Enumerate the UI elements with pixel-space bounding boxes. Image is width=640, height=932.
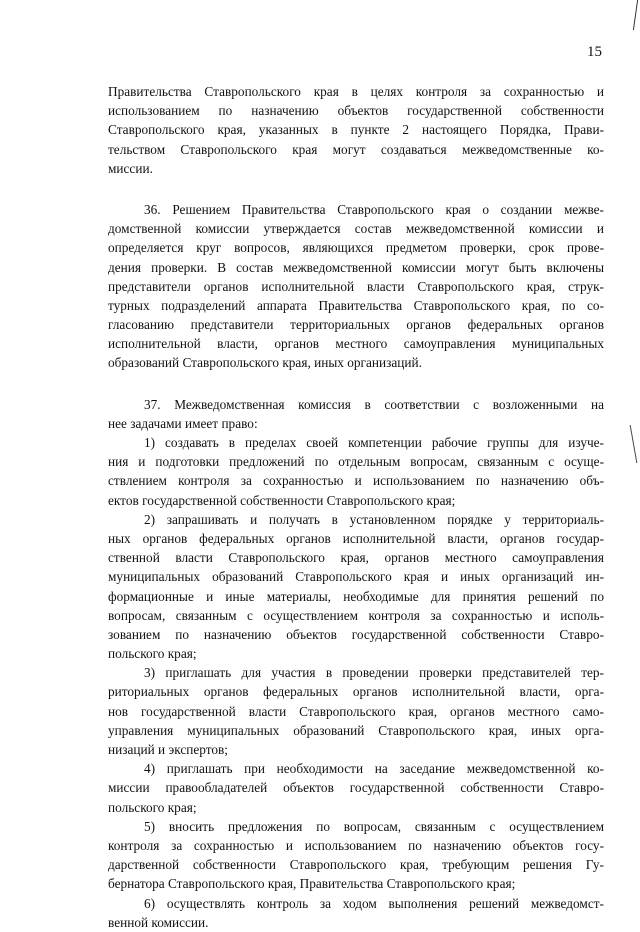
margin-scan-mark-lower [626,425,638,463]
text-block [108,200,604,373]
text-line: 6) осуществлять контроль за ходом выполнения решений межведомст- [144,895,604,911]
text-line: 36. Решением Правительства Ставропольского края о создании межве- [144,201,604,217]
text-line: домственной комиссии утверждается состав межведомственной комиссии и [108,221,604,237]
text-line: 3) приглашать для участия в проведении проверки представителей тер- [144,665,604,681]
text-line: контроля за сохранностью и использованием по назначению объектов госу- [108,837,604,853]
text-line: турных подразделений аппарата Правительства Ставропольского края, по со- [108,297,604,313]
text-line: тельством Ставропольского края могут создаваться межведомственные ко- [108,141,604,157]
text-line: низаций и экспертов; [108,742,228,757]
paragraph-gap [108,373,604,395]
text-line: 4) приглашать при необходимости на заседание межведомственной ко- [144,761,604,777]
text-line: Правительства Ставропольского края в целях контроля за сохранностью и [108,84,604,99]
text-line: риториальных органов федеральных органов исполнительной власти, орга- [108,684,604,700]
text-line: муниципальных образований Ставропольского края и иных организаций ин- [108,569,604,585]
document-body [108,82,604,932]
text-block [108,395,604,932]
text-line: зованием по назначению объектов государственной собственности Ставро- [108,626,604,642]
text-line: формационные и иные материалы, необходимые для принятия решений по [108,588,604,604]
text-line: Ставропольского края, указанных в пункте 2 настоящего Порядка, Прави- [108,122,604,138]
text-line: польского края; [108,799,197,815]
text-line: ния и подготовки предложений по отдельным вопросам, связанным с осуще- [108,454,604,470]
page-number: 15 [587,44,602,60]
text-block [108,82,604,178]
text-line: использованием по назначению объектов государственной собственности [108,103,604,119]
text-line: нее задачами имеет право: [108,415,258,431]
text-line: 5) вносить предложения по вопросам, связанным с осуществлением [144,818,604,834]
text-line: польского края; [108,646,197,662]
text-line: 37. Межведомственная комиссия в соответствии с возложенными на [144,396,604,412]
text-line: гласованию представители территориальных органов федеральных органов [108,317,604,333]
text-line: исполнительной власти, органов местного самоуправления муниципальных [108,336,604,352]
text-line: определяется круг вопросов, являющихся предметом проверки, срок прове- [108,240,604,256]
text-line: миссии. [108,160,153,176]
text-line: 2) запрашивать и получать в установленном порядке у территориаль- [144,511,604,527]
text-line: 1) создавать в пределах своей компетенции рабочие группы для изуче- [144,435,604,450]
text-line: бернатора Ставропольского края, Правительства Ставропольского края; [108,876,516,892]
text-line: управления муниципальных образований Ставропольского края, иных орга- [108,722,604,738]
text-line: ектов государственной собственности Ставропольского края; [108,492,456,508]
text-line: образований Ставропольского края, иных организаций. [108,355,422,371]
text-line: вопросам, связанным с осуществлением контроля за сохранностью и исполь- [108,607,604,623]
text-line: ственной власти Ставропольского края, органов местного самоуправления [108,550,604,566]
text-line: миссии правообладателей объектов государственной собственности Ставро- [108,780,604,796]
paragraph-gap [108,178,604,200]
text-line: ствлением контроля за сохранностью и использованием по назначению объ- [108,473,604,489]
text-line: представители органов исполнительной власти Ставропольского края, струк- [108,278,604,294]
text-line: дарственной собственности Ставропольского края, требующим решения Гу- [108,857,604,873]
text-line: венной комиссии. [108,914,209,930]
text-line: ных органов федеральных органов исполнительной власти, органов государ- [108,530,604,546]
margin-scan-mark [627,0,638,30]
text-line: нов государственной власти Ставропольского края, органов местного само- [108,703,604,719]
text-line: дения проверки. В состав межведомственной комиссии могут быть включены [108,259,604,275]
